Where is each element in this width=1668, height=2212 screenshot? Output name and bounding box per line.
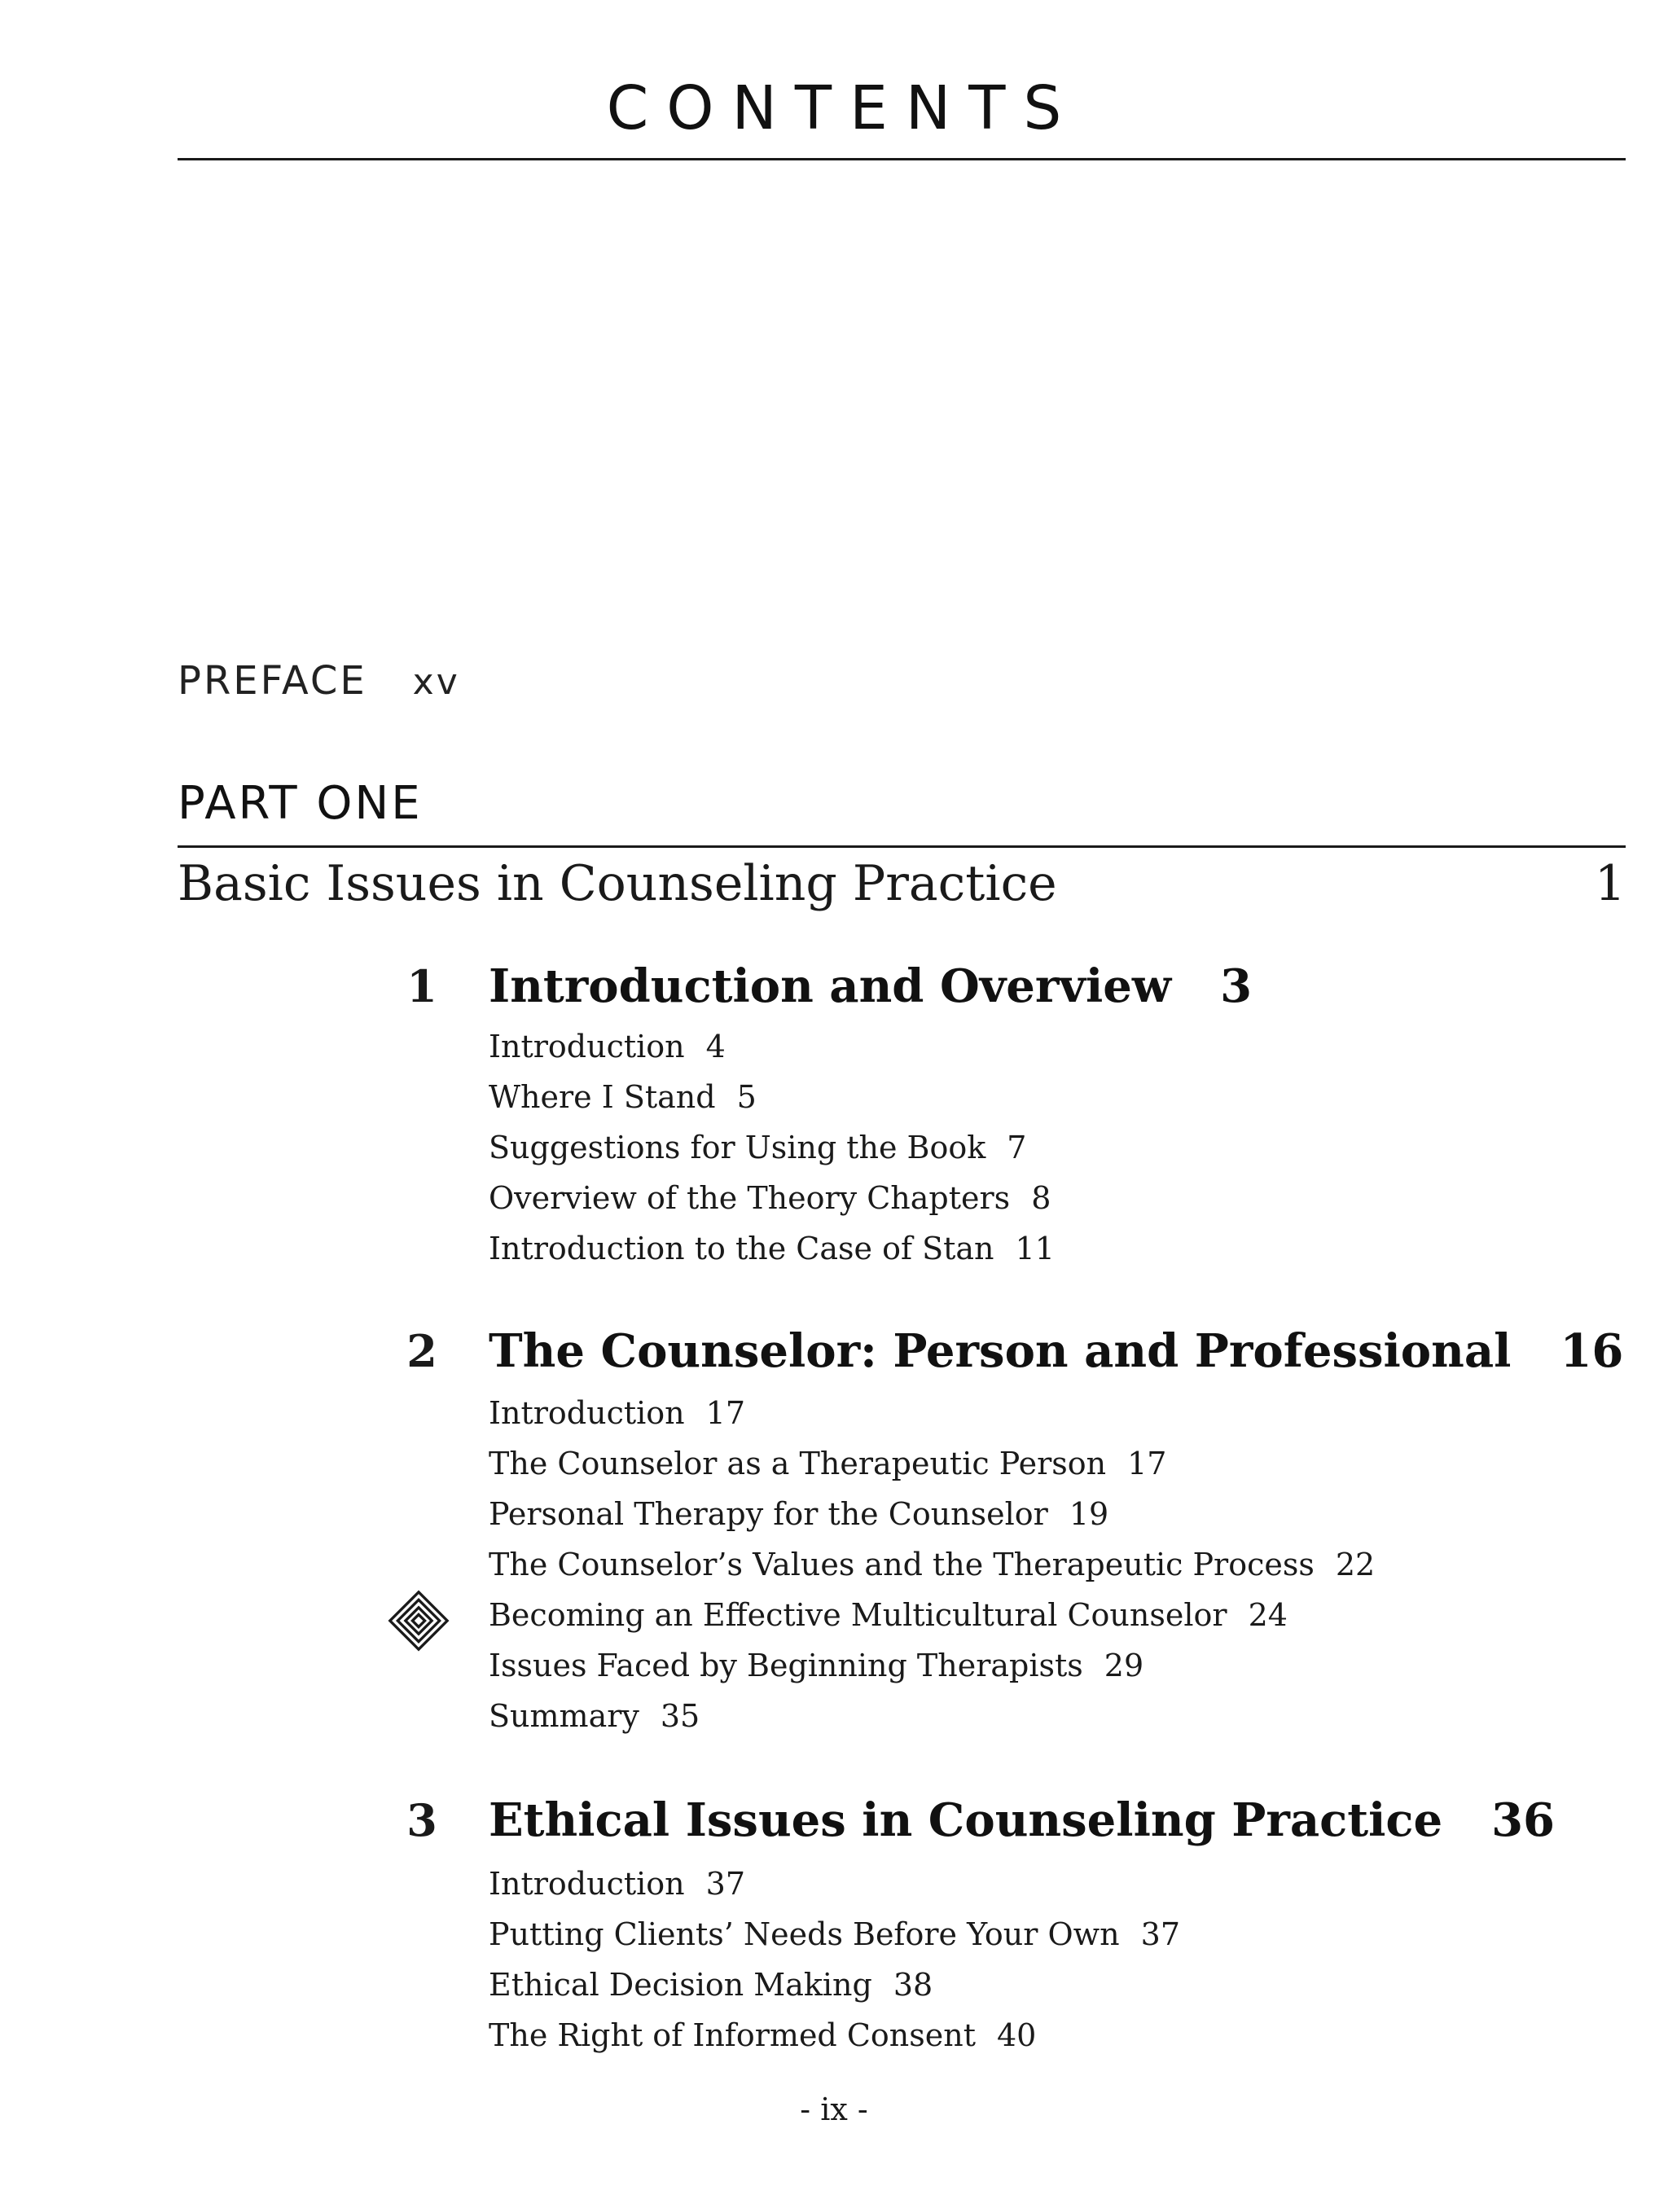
chapter-page: 36	[1491, 1793, 1556, 1847]
entry-page: 19	[1069, 1496, 1109, 1532]
part-page: 1	[1594, 855, 1626, 912]
toc-entry[interactable]	[489, 1640, 1375, 1691]
chapter-number: 3	[406, 1794, 437, 1846]
entry-title: Personal Therapy for the Counselor	[489, 1496, 1048, 1532]
toc-entry[interactable]	[489, 1438, 1375, 1489]
entry-title: The Counselor as a Therapeutic Person	[489, 1446, 1107, 1481]
entry-page: 37	[705, 1866, 746, 1902]
chapter-page: 16	[1560, 1324, 1624, 1378]
entry-title: Overview of the Theory Chapters	[489, 1180, 1011, 1216]
entry-page: 40	[997, 2017, 1037, 2053]
entry-title: Introduction	[489, 1029, 685, 1064]
entry-title: Where I Stand	[489, 1079, 716, 1115]
entry-page: 4	[705, 1029, 726, 1064]
entry-title: The Right of Informed Consent	[489, 2017, 976, 2053]
toc-entry[interactable]	[489, 1859, 1180, 1909]
toc-entry[interactable]	[489, 1590, 1375, 1640]
entry-page: 38	[893, 1967, 933, 2003]
entry-page: 8	[1031, 1180, 1051, 1216]
entry-title: Introduction	[489, 1395, 685, 1431]
chapter-title-text: Introduction and Overview	[489, 959, 1172, 1013]
entry-page: 7	[1007, 1130, 1027, 1165]
toc-entry[interactable]	[489, 1960, 1180, 2010]
entry-title: Putting Clients’ Needs Before Your Own	[489, 1916, 1120, 1952]
entry-page: 37	[1140, 1916, 1180, 1952]
chapter-3-entries	[489, 1859, 1180, 2061]
chapter-page: 3	[1220, 959, 1253, 1013]
toc-entry[interactable]	[489, 1223, 1055, 1274]
chapter-1-entries	[489, 1021, 1055, 1274]
entry-page: 17	[705, 1395, 746, 1431]
entry-page: 22	[1335, 1547, 1376, 1582]
chapter-title[interactable]	[489, 1792, 1555, 1849]
chapter-2-entries	[489, 1388, 1375, 1741]
preface-entry[interactable]	[178, 658, 460, 704]
entry-page: 11	[1015, 1231, 1055, 1266]
chapter-number: 2	[406, 1325, 437, 1377]
toc-entry[interactable]	[489, 2010, 1180, 2061]
entry-title: The Counselor’s Values and the Therapeutic Process	[489, 1547, 1315, 1582]
entry-title: Introduction	[489, 1866, 685, 1902]
toc-entry[interactable]	[489, 1388, 1375, 1438]
entry-page: 5	[736, 1079, 757, 1115]
toc-entry[interactable]	[489, 1539, 1375, 1590]
entry-title: Becoming an Effective Multicultural Counselor	[489, 1597, 1227, 1633]
toc-entry[interactable]	[489, 1021, 1055, 1072]
nested-diamond-icon	[388, 1590, 450, 1652]
toc-entry[interactable]	[489, 1691, 1375, 1741]
entry-page: 24	[1248, 1597, 1288, 1633]
chapter-title[interactable]	[489, 1323, 1623, 1380]
preface-label: PREFACE	[178, 658, 367, 704]
entry-title: Suggestions for Using the Book	[489, 1130, 986, 1165]
part-rule	[178, 845, 1626, 848]
chapter-title-text: The Counselor: Person and Professional	[489, 1324, 1512, 1378]
entry-page: 17	[1127, 1446, 1167, 1481]
entry-page: 35	[660, 1698, 700, 1734]
page-folio: - ix -	[800, 2091, 868, 2127]
toc-entry[interactable]	[489, 1489, 1375, 1539]
toc-entry[interactable]	[489, 1072, 1055, 1122]
title-rule	[178, 158, 1626, 160]
part-title[interactable]: Basic Issues in Counseling Practice	[178, 855, 1057, 912]
entry-title: Summary	[489, 1698, 639, 1734]
toc-entry[interactable]	[489, 1122, 1055, 1173]
preface-page: xv	[412, 661, 460, 703]
entry-title: Issues Faced by Beginning Therapists	[489, 1648, 1083, 1683]
chapter-title[interactable]	[489, 958, 1252, 1015]
entry-page: 29	[1104, 1648, 1144, 1683]
toc-entry[interactable]	[489, 1173, 1055, 1223]
entry-title: Introduction to the Case of Stan	[489, 1231, 994, 1266]
entry-title: Ethical Decision Making	[489, 1967, 872, 2003]
toc-entry[interactable]	[489, 1909, 1180, 1960]
chapter-title-text: Ethical Issues in Counseling Practice	[489, 1793, 1443, 1847]
part-label: PART ONE	[178, 777, 423, 830]
chapter-number: 1	[406, 960, 437, 1012]
page-title: CONTENTS	[606, 73, 1080, 143]
